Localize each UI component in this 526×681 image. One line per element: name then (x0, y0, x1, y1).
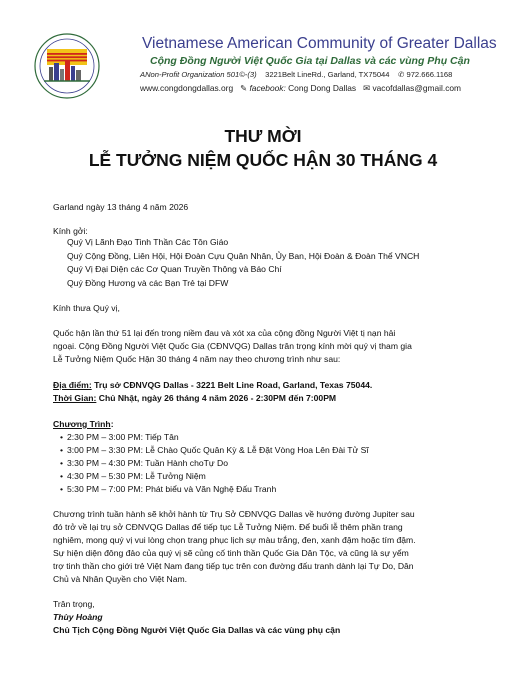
bullet-icon: • (60, 432, 64, 442)
location-label: Địa điểm: (53, 380, 92, 390)
closing: Trân trọng, (53, 599, 95, 609)
facebook-icon: ✎ (240, 83, 248, 93)
org-name-vietnamese: Cộng Đồng Người Việt Quốc Gia tại Dallas và các vùng Phụ Cận (150, 55, 470, 67)
signer-title: Chủ Tịch Cộng Đồng Người Việt Quốc Gia Dallas và các vùng phụ cận (53, 625, 341, 635)
program-heading (53, 418, 114, 431)
program-item: 3:00 PM – 3:30 PM: Lễ Chào Quốc Quân Kỳ & Lễ Đặt Vòng Hoa Lên Đài Tử Sĩ (67, 445, 369, 455)
body-line: Chủ và Nhân Quyền cho Việt Nam. (53, 574, 188, 584)
letter-title: THƯ MỜI (224, 126, 302, 146)
bullet-icon: • (60, 471, 64, 481)
body-line: Sự hiện diện đông đảo của quý vị sẽ củng cố tinh thần Quốc Gia Dân Tộc, và cũng là sự yểm (53, 548, 409, 558)
recipient-item: Quý Vị Đại Diện các Cơ Quan Truyền Thông và Báo Chí (67, 264, 282, 274)
body-line: trợ tinh thần cho giới trẻ Việt Nam đang tiếp tục trên con đường đấu tranh dành lại Tự Do, Dân (53, 561, 414, 571)
date-line: Garland ngày 13 tháng 4 năm 2026 (53, 202, 189, 212)
program-colon: : (110, 419, 114, 429)
intro-line: ngoại. Cộng Đồng Người Việt Quốc Gia (CĐNVQG) Dallas trân trọng kính mời quý vị tham gia (53, 341, 412, 351)
program-item: 4:30 PM – 5:30 PM: Lễ Tưởng Niệm (67, 471, 206, 481)
signer-name: Thùy Hoàng (53, 612, 103, 622)
program-label: Chương Trình (53, 419, 111, 429)
letter-subtitle: LỄ TƯỞNG NIỆM QUỐC HẬN 30 THÁNG 4 (88, 150, 438, 170)
intro-line: Lễ Tưởng Niệm Quốc Hận 30 tháng 4 năm nay theo chương trình như sau: (53, 354, 341, 364)
body-line: nghiêm, mong quý vị vui lòng chọn trang phục lịch sự màu trắng, đen, xanh đậm hoặc tím đậm. (53, 535, 416, 545)
community-seal-logo-icon (34, 33, 100, 99)
location-line (53, 379, 372, 392)
salutation: Kính thưa Quý vị, (53, 303, 120, 313)
body-line: Chương trình tuần hành sẽ khởi hành từ Trụ Sở CĐNVQG Dallas về hướng đường Jupiter sau (53, 509, 415, 519)
email-link[interactable]: vacofdallas@gmail.com (372, 83, 462, 93)
program-item: 3:30 PM – 4:30 PM: Tuần Hành choTự Do (67, 458, 229, 468)
org-contact-line (140, 83, 461, 93)
greeting: Kính gởi: (53, 226, 88, 236)
phone-icon: ✆ (397, 70, 405, 79)
org-info-line (140, 70, 452, 79)
website-link[interactable]: www.congdongdallas.org (140, 83, 234, 93)
email-icon: ✉ (363, 83, 371, 93)
program-item: 5:30 PM – 7:00 PM: Phát biểu và Văn Nghệ Đấu Tranh (67, 484, 277, 494)
body-line: đó trở về lại trụ sở CĐNVQG Dallas để tiếp tục Lễ Tưởng Niệm. Để buổi lễ thêm phần trang (53, 522, 403, 532)
phone-text: 972.666.1168 (406, 70, 453, 79)
recipient-item: Quý Vị Lãnh Đạo Tinh Thần Các Tôn Giáo (67, 237, 229, 247)
recipient-item: Quý Đồng Hương và các Bạn Trẻ tại DFW (67, 278, 229, 288)
recipient-item: Quý Cộng Đồng, Liên Hội, Hội Đoàn Cựu Quân Nhân, Ủy Ban, Hội Đoàn & Đoàn Thể VNCH (67, 251, 420, 261)
bullet-icon: • (60, 458, 64, 468)
time-value: Chủ Nhật, ngày 26 tháng 4 năm 2026 - 2:30PM đến 7:00PM (96, 393, 337, 403)
program-item: 2:30 PM – 3:00 PM: Tiếp Tân (67, 432, 179, 442)
intro-line: Quốc hận lần thứ 51 lại đến trong niềm đau và xót xa của cộng đồng Người Việt tị nạn hải (53, 328, 396, 338)
time-line (53, 392, 336, 405)
nonprofit-text: ANon-Profit Organization 501©-(3) (140, 70, 257, 79)
location-value: Trụ sở CĐNVQG Dallas - 3221 Belt Line Road, Garland, Texas 75044. (91, 380, 373, 390)
facebook-label: facebook: (249, 83, 286, 93)
time-label: Thời Gian: (53, 393, 97, 403)
address-text: 3221Belt LineRd., Garland, TX75044 (265, 70, 390, 79)
facebook-link[interactable]: Cong Dong Dallas (288, 83, 357, 93)
bullet-icon: • (60, 484, 64, 494)
bullet-icon: • (60, 445, 64, 455)
org-name: Vietnamese American Community of Greater Dallas (142, 35, 497, 52)
